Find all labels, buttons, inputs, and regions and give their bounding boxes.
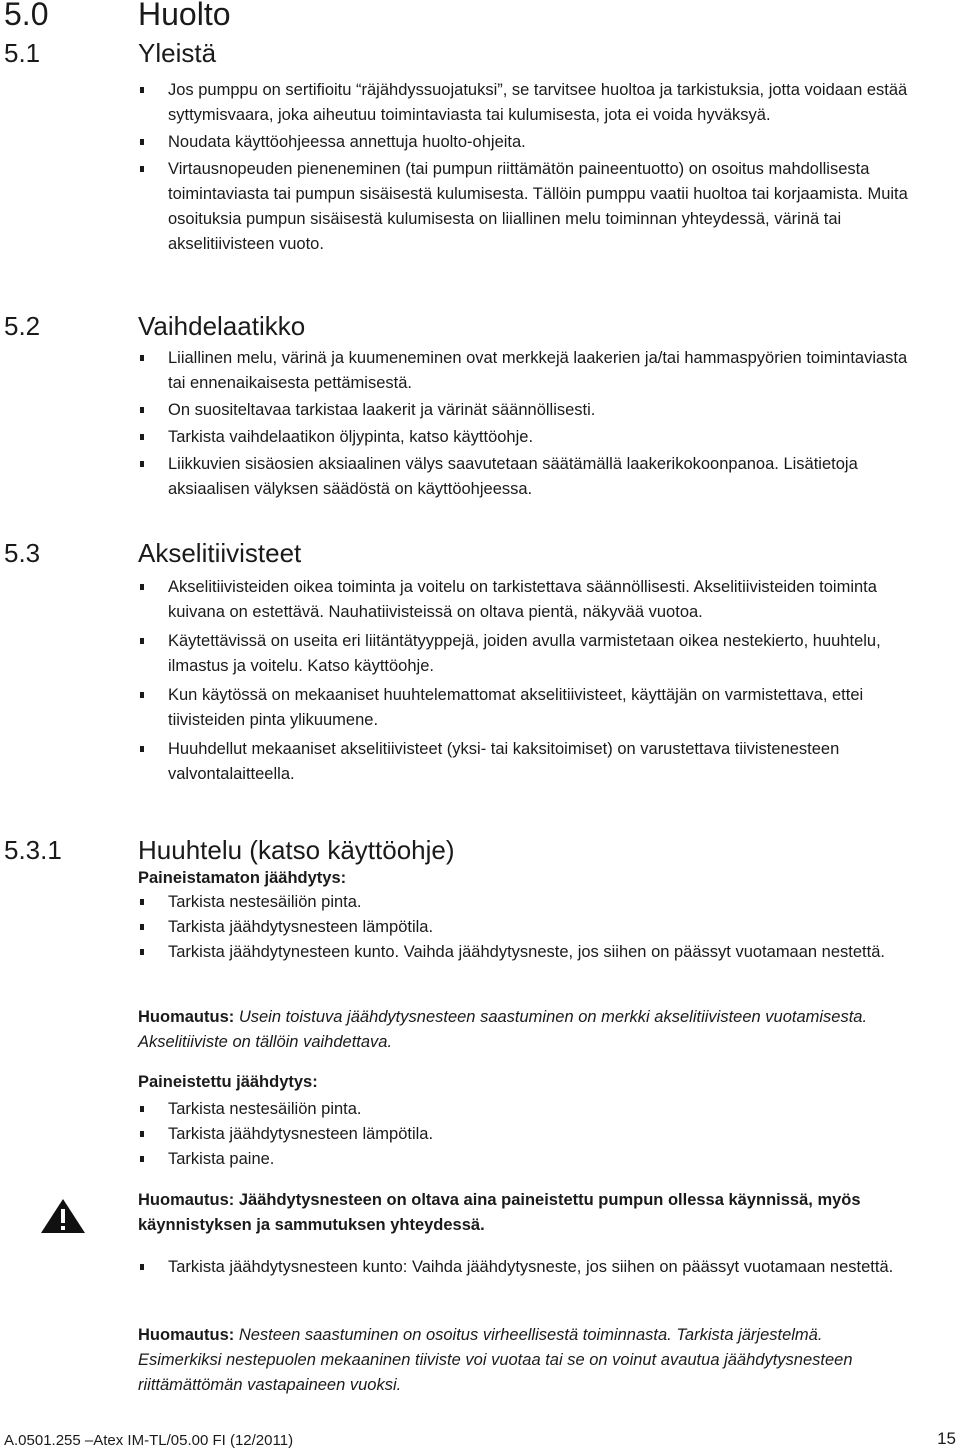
list-item: Tarkista jäähdytynesteen kunto. Vaihda jäähdytysneste, jos siihen on päässyt vuotamaan nestettä. xyxy=(138,940,918,965)
list-item: Tarkista jäähdytysnesteen kunto: Vaihda jäähdytysneste, jos siihen on päässyt vuotamaan nestettä. xyxy=(138,1255,918,1280)
unpressurized-list xyxy=(138,890,918,965)
list-item: Tarkista jäähdytysnesteen lämpötila. xyxy=(138,915,918,940)
section-title-5-2: Vaihdelaatikko xyxy=(138,311,306,341)
section-number-5-2: 5.2 xyxy=(4,311,41,341)
list-item: Tarkista nestesäiliön pinta. xyxy=(138,890,918,915)
chapter-title: Huolto xyxy=(138,0,231,32)
list-item: Akselitiivisteiden oikea toiminta ja voitelu on tarkistettava säännöllisesti. Akselitiivisteiden toiminta kuivana on estettävä. Nauhatiivisteissä on oltava pientä, näkyvää vuotoa. xyxy=(138,575,918,625)
section-5-3-list xyxy=(138,575,918,791)
list-item: Jos pumppu on sertifioitu “räjähdyssuojatuksi”, se tarvitsee huoltoa ja tarkistuksia, jotta voidaan estää syttymisvaara, joka aiheutuu toimintaviasta tai kulumisesta, jota ei voida hyväksyä. xyxy=(138,78,918,128)
chapter-number: 5.0 xyxy=(4,0,49,32)
list-item: Käytettävissä on useita eri liitäntätyyppejä, joiden avulla varmistetaan oikea nestekierto, huuhtelu, ilmastus ja voitelu. Katso käyttöohje. xyxy=(138,629,918,679)
list-item: Liikkuvien sisäosien aksiaalinen välys saavutetaan säätämällä laakerikokoonpanoa. Lisätietoja aksiaalisen välyksen säädöstä on käyttöohjeessa. xyxy=(138,452,918,502)
check-list xyxy=(138,1255,918,1280)
list-item: Noudata käyttöohjeessa annettuja huolto-ohjeita. xyxy=(138,130,918,155)
page-number: 15 xyxy=(937,1429,956,1448)
list-item: Huuhdellut mekaaniset akselitiivisteet (yksi- tai kaksitoimiset) on varustettava tiivistenesteen valvontalaitteella. xyxy=(138,737,918,787)
list-item: Tarkista nestesäiliön pinta. xyxy=(138,1097,918,1122)
section-number-5-3: 5.3 xyxy=(4,538,41,568)
warning-pressurized-note xyxy=(138,1188,898,1238)
section-5-2-list xyxy=(138,346,918,504)
list-item: On suositeltavaa tarkistaa laakerit ja värinät säännöllisesti. xyxy=(138,398,918,423)
warning-label: Huomautus: xyxy=(138,1191,235,1209)
list-item: Kun käytössä on mekaaniset huuhtelemattomat akselitiivisteet, käyttäjän on varmistettava, ettei tiivisteiden pinta ylikuumene. xyxy=(138,683,918,733)
note-label: Huomautus: xyxy=(138,1008,235,1026)
list-item: Liiallinen melu, värinä ja kuumeneminen ovat merkkejä laakerien ja/tai hammaspyörien toimintaviasta tai ennenaikaisesta pettämisestä. xyxy=(138,346,918,396)
list-item: Virtausnopeuden pieneneminen (tai pumpun riittämätön paineentuotto) on osoitus mahdollisesta toimintaviasta tai pumpun sisäisestä kulumisesta. Tällöin pumppu vaatii huoltoa tai korjaamista. Muita osoituksia pumpun sisäisestä kulumisesta on liiallinen melu toiminnan yhteydessä, värinä tai akselitiivisteen vuoto. xyxy=(138,157,918,257)
section-number-5-1: 5.1 xyxy=(4,38,41,68)
list-item: Tarkista vaihdelaatikon öljypinta, katso käyttöohje. xyxy=(138,425,918,450)
warning-icon xyxy=(40,1198,86,1234)
unpressurized-heading: Paineistamaton jäähdytys: xyxy=(138,869,347,887)
section-title-5-1: Yleistä xyxy=(138,38,217,68)
list-item: Tarkista jäähdytysnesteen lämpötila. xyxy=(138,1122,918,1147)
note-fluid-contamination xyxy=(138,1323,898,1398)
pressurized-list xyxy=(138,1097,918,1172)
pressurized-heading: Paineistettu jäähdytys: xyxy=(138,1073,318,1091)
warning-text: Jäähdytysnesteen on oltava aina paineistettu pumpun ollessa käynnissä, myös käynnistyksen ja sammutuksen yhteydessä. xyxy=(138,1191,861,1234)
note-coolant-contamination xyxy=(138,1005,898,1055)
note-label: Huomautus: xyxy=(138,1326,235,1344)
section-title-5-3-1: Huuhtelu (katso käyttöohje) xyxy=(138,835,455,865)
note-text: Nesteen saastuminen on osoitus virheellisestä toiminnasta. Tarkista järjestelmä. Esimerkiksi nestepuolen mekaaninen tiiviste voi vuotaa tai se on voinut avautua jäähdytysnesteen riittämättömän vastapaineen vuoksi. xyxy=(138,1326,853,1394)
list-item: Tarkista paine. xyxy=(138,1147,918,1172)
section-title-5-3: Akselitiivisteet xyxy=(138,538,302,568)
footer-document-id: A.0501.255 –Atex IM-TL/05.00 FI (12/2011) xyxy=(4,1432,294,1449)
note-text: Usein toistuva jäähdytysnesteen saastuminen on merkki akselitiivisteen vuotamisesta. Akselitiiviste on tällöin vaihdettava. xyxy=(138,1008,868,1051)
section-5-1-list xyxy=(138,78,918,259)
section-number-5-3-1: 5.3.1 xyxy=(4,835,62,865)
